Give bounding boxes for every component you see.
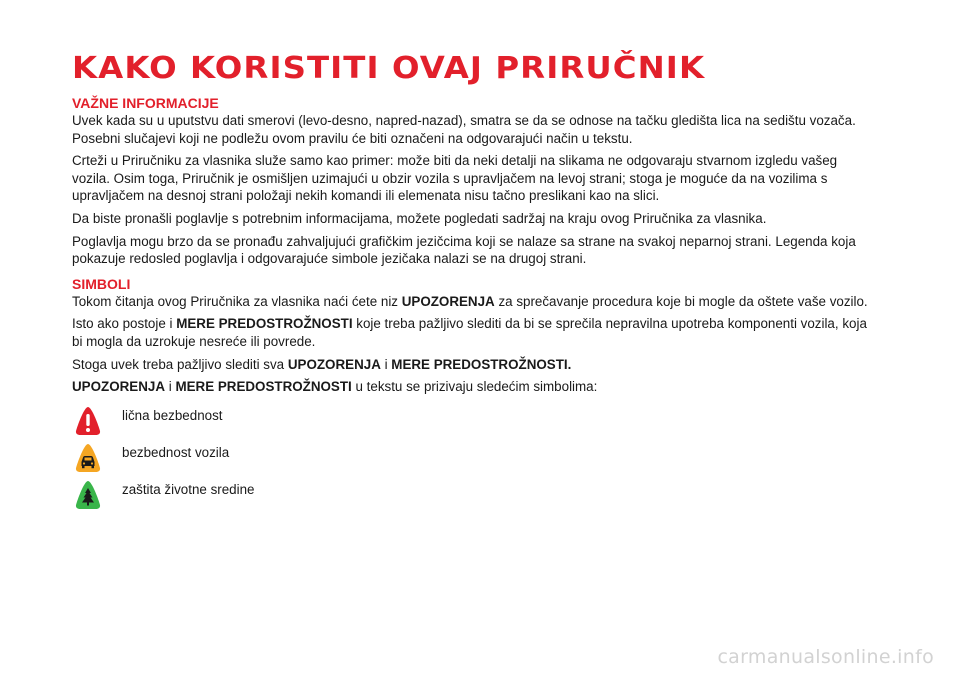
- personal-safety-icon: [72, 405, 104, 437]
- symbol-label: bezbednost vozila: [122, 444, 230, 460]
- manual-page: [72, 52, 872, 515]
- important-paragraph-4: Poglavlja mogu brzo da se pronađu zahvaljujući grafičkim jezičcima koji se nalaze sa strane na svakoj neparnoj strani. Legenda koja pokazuje redosled poglavlja i odgovarajuće simbole jezičaka nalazi se na drugoj strani.: [72, 233, 856, 267]
- vehicle-safety-icon: [72, 442, 104, 474]
- symbols-paragraph-2: Isto ako postoje i MERE PREDOSTROŽNOSTI koje treba pažljivo slediti da bi se sprečila nepravilna upotreba komponenti vozila, koja bi mogla da uzrokuje nesreće ili povrede.: [72, 316, 867, 349]
- symbol-label: lična bezbednost: [122, 407, 223, 423]
- symbol-row-personal-safety: [72, 404, 872, 440]
- symbol-legend: [72, 404, 872, 514]
- symbols-paragraph-4: UPOZORENJA i MERE PREDOSTROŽNOSTI u tekstu se prizivaju sledećim simbolima:: [72, 379, 598, 395]
- watermark: carmanualsonline.info: [717, 646, 934, 668]
- symbol-row-environment: [72, 478, 872, 514]
- important-paragraph-3: Da biste pronašli poglavlje s potrebnim informacijama, možete pogledati sadržaj na kraju ovog Priručnika za vlasnika.: [72, 210, 767, 226]
- important-paragraph-1: Uvek kada su u uputstvu dati smerovi (levo-desno, napred-nazad), smatra se da se odnose na tačku gledišta lica na sedištu vozača. Posebni slučajevi koji ne podležu ovom pravilu će biti označeni na odgovarajući način u tekstu.: [72, 113, 856, 146]
- important-paragraph-2: Crteži u Priručniku za vlasnika služe samo kao primer: može biti da neki detalji na slikama ne odgovaraju stvarnom izgledu vašeg vozila. Osim toga, Priručnik je osmišljen uzimajući u obzir vozila s upravljačem na levoj strani; stoga je moguće da na vozilima s upravljačem na desnoj strani položaji nekih komandi ili elemenata nisu tačno preslikani kao na slici.: [72, 153, 838, 204]
- symbols-heading: SIMBOLI: [72, 275, 131, 292]
- important-heading: VAŽNE INFORMACIJE: [72, 95, 219, 111]
- symbol-label: zaštita životne sredine: [122, 481, 255, 497]
- symbols-paragraph-3: Stoga uvek treba pažljivo slediti sva UPOZORENJA i MERE PREDOSTROŽNOSTI.: [72, 356, 572, 372]
- symbols-paragraph-1: Tokom čitanja ovog Priručnika za vlasnika naći ćete niz UPOZORENJA za sprečavanje procedura koje bi mogle da oštete vaše vozilo.: [72, 293, 868, 309]
- page-title: KAKO KORISTITI OVAJ PRIRUČNIK: [72, 51, 706, 86]
- symbol-row-vehicle-safety: [72, 441, 872, 477]
- environment-protection-icon: [72, 479, 104, 511]
